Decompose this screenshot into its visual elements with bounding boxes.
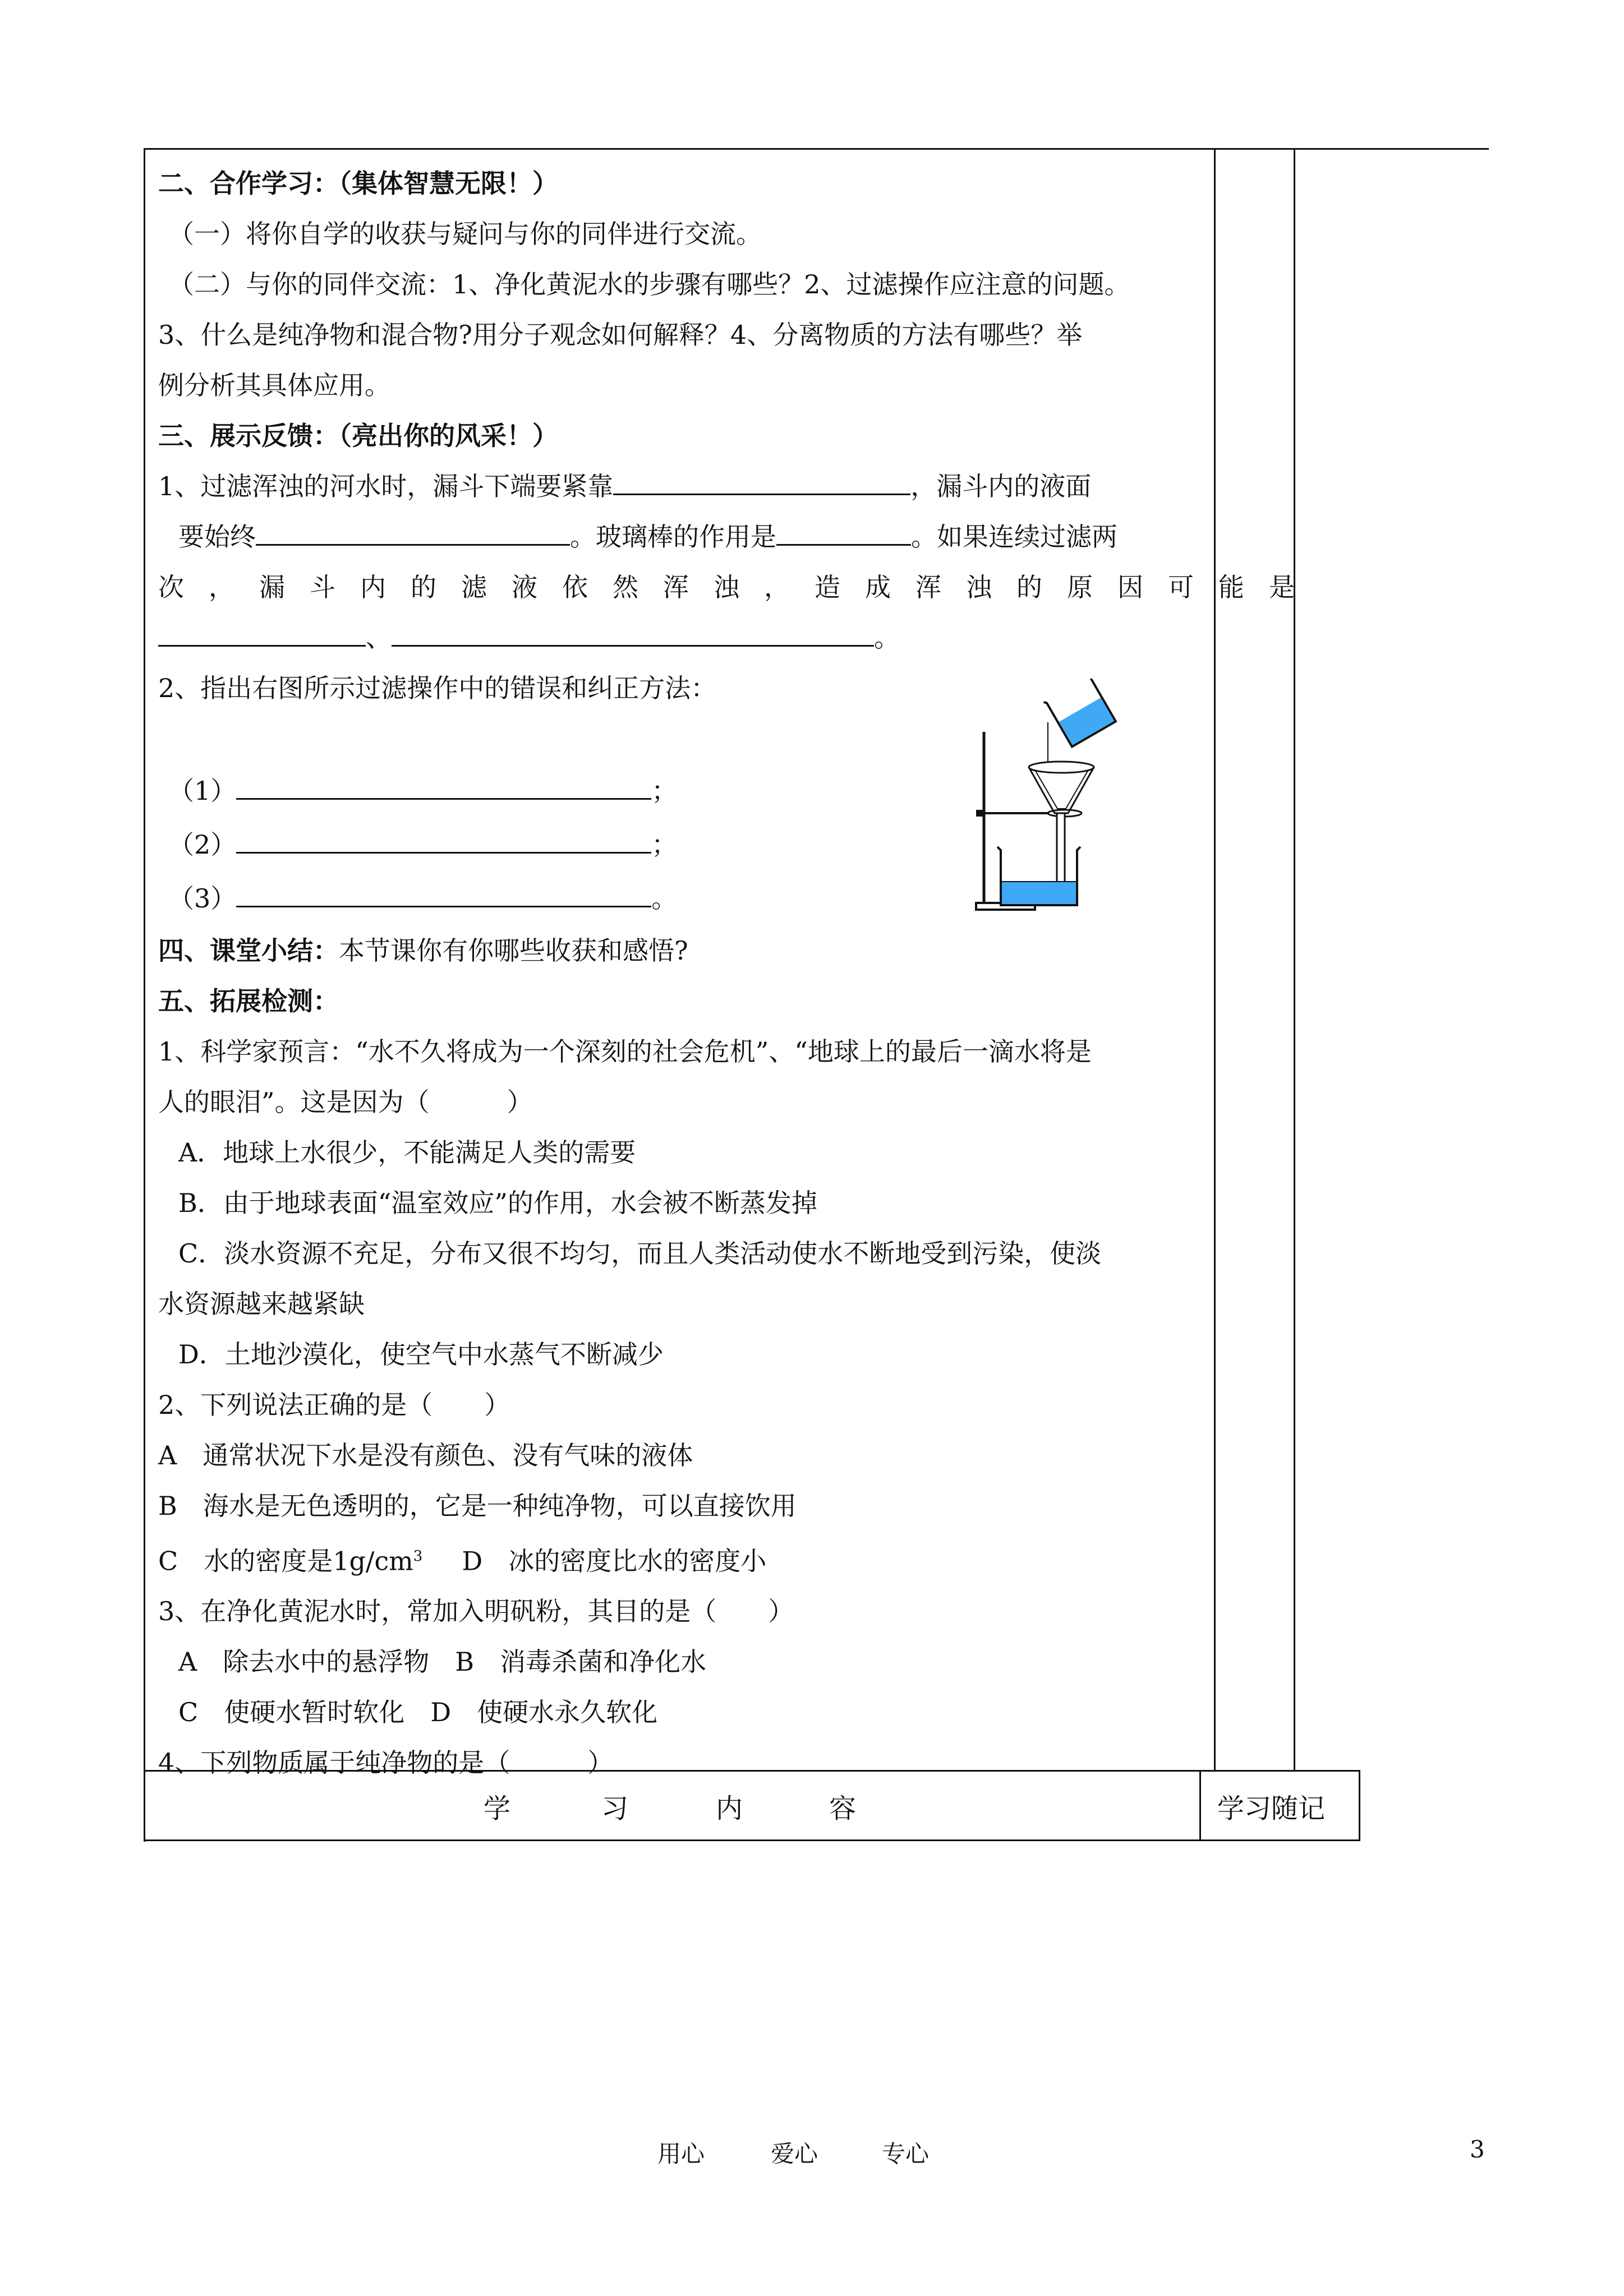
s5-q4: 4、下列物质属于纯净物的是（ ） bbox=[158, 1748, 614, 1778]
answer-blank[interactable] bbox=[236, 820, 651, 854]
footer-label-4: 容 bbox=[829, 1793, 857, 1824]
page-number: 3 bbox=[1470, 2136, 1485, 2163]
q1-text-h: 。 bbox=[874, 623, 900, 653]
q1-text-b: ，漏斗内的液面 bbox=[910, 471, 1092, 501]
answer-blank[interactable] bbox=[236, 874, 651, 907]
pouring-beaker bbox=[1044, 679, 1118, 748]
motto-3: 专心 bbox=[882, 2140, 930, 2168]
s5-q1-option-c2: 水资源越来越紧缺 bbox=[158, 1289, 365, 1319]
section4 bbox=[158, 925, 1190, 976]
motto-1: 用心 bbox=[657, 2140, 705, 2168]
item-label: （1） bbox=[168, 776, 237, 806]
s5-q1-option-a: A．地球上水很少，不能满足人类的需要 bbox=[178, 1137, 636, 1168]
s5-q2-option-b: B 海水是无色透明的，它是一种纯净物，可以直接饮用 bbox=[158, 1491, 797, 1521]
s5-q1-line2: 人的眼泪”。这是因为（ ） bbox=[158, 1087, 533, 1117]
motto-2: 爱心 bbox=[771, 2140, 818, 2168]
beaker-water bbox=[1002, 882, 1076, 904]
s5-q1-option-d: D．土地沙漠化，使空气中水蒸气不断减少 bbox=[178, 1339, 664, 1370]
section2-line4: 例分析其具体应用。 bbox=[158, 370, 390, 400]
section2-heading: 二、合作学习：（集体智慧无限！） bbox=[158, 168, 558, 199]
section2-line2: （二）与你的同伴交流：1、净化黄泥水的步骤有哪些？2、过滤操作应注意的问题。 bbox=[168, 269, 1130, 299]
notes-right-border bbox=[1294, 148, 1295, 1770]
section4-heading: 四、课堂小结： bbox=[158, 935, 339, 966]
answer-blank[interactable] bbox=[776, 513, 911, 546]
s5-q2-option-a: A 通常状况下水是没有颜色、没有气味的液体 bbox=[158, 1440, 693, 1470]
item-label: （2） bbox=[168, 829, 237, 860]
content-right-border bbox=[1214, 148, 1216, 1770]
left-border bbox=[144, 148, 145, 1842]
q1-text-e: 。如果连续过滤两 bbox=[911, 522, 1117, 552]
footer-row-divider bbox=[1199, 1770, 1201, 1841]
footer-row-bottom bbox=[144, 1839, 1360, 1841]
item-label: （3） bbox=[168, 883, 237, 914]
s5-q1-line1: 1、科学家预言：“水不久将成为一个深刻的社会危机”、“地球上的最后一滴水将是 bbox=[158, 1036, 1092, 1067]
superscript-3: 3 bbox=[413, 1548, 423, 1565]
funnel-cone bbox=[1029, 767, 1094, 813]
s5-q2: 2、下列说法正确的是（ ） bbox=[158, 1390, 510, 1420]
section3-q1-line2 bbox=[158, 511, 1190, 562]
s5-q2-option-d: D 冰的密度比水的密度小 bbox=[462, 1546, 767, 1576]
answer-blank[interactable] bbox=[256, 513, 570, 546]
top-rule bbox=[144, 148, 1489, 150]
section2-line1: （一）将你自学的收获与疑问与你的同伴进行交流。 bbox=[168, 219, 762, 249]
q1-text-a: 1、过滤浑浊的河水时，漏斗下端要紧靠 bbox=[158, 471, 614, 501]
s5-q1-option-b: B．由于地球表面“温室效应”的作用，水会被不断蒸发掉 bbox=[178, 1188, 817, 1218]
section5-heading: 五、拓展检测： bbox=[158, 986, 339, 1016]
section3-q1-line1 bbox=[158, 461, 1190, 511]
filtration-apparatus-figure bbox=[965, 679, 1133, 914]
section3-q2: 2、指出右图所示过滤操作中的错误和纠正方法： bbox=[158, 673, 717, 703]
s5-q1-option-c1: C．淡水资源不充足，分布又很不均匀，而且人类活动使水不断地受到污染，使淡 bbox=[178, 1238, 1102, 1269]
answer-blank[interactable] bbox=[613, 462, 910, 495]
section3-q1-line4 bbox=[158, 612, 1190, 663]
section3-q1-line3 bbox=[158, 562, 1319, 612]
s5-q2-option-c: C 水的密度是1g/cm bbox=[158, 1546, 413, 1576]
footer-label-2: 习 bbox=[601, 1793, 629, 1824]
funnel-rim bbox=[1029, 762, 1094, 773]
item-end: ； bbox=[651, 776, 678, 806]
footer-label-1: 学 bbox=[484, 1793, 511, 1824]
s5-q3: 3、在净化黄泥水时，常加入明矾粉，其目的是（ ） bbox=[158, 1596, 794, 1627]
q1-text-f: 次，漏斗内的滤液依然浑浊，造成浑浊的原因可能是 bbox=[158, 572, 1319, 602]
s5-q3-options-cd: C 使硬水暂时软化 D 使硬水永久软化 bbox=[178, 1697, 658, 1728]
q1-text-c: 要始终 bbox=[178, 522, 256, 552]
footer-row-right bbox=[1359, 1770, 1360, 1841]
clamp-knob bbox=[976, 810, 983, 817]
item-end: 。 bbox=[651, 883, 678, 914]
answer-blank[interactable] bbox=[392, 614, 874, 647]
section4-text: 本节课你有你哪些收获和感悟? bbox=[339, 935, 688, 966]
section3-heading: 三、展示反馈：（亮出你的风采！） bbox=[158, 421, 558, 451]
funnel-stem bbox=[1057, 813, 1065, 892]
answer-blank[interactable] bbox=[158, 614, 366, 647]
filter-paper bbox=[1035, 770, 1088, 809]
item-end: ； bbox=[651, 829, 678, 860]
q1-text-g: 、 bbox=[366, 623, 392, 653]
q1-text-d: 。玻璃棒的作用是 bbox=[570, 522, 776, 552]
content-area bbox=[158, 158, 1319, 1788]
answer-blank[interactable] bbox=[236, 767, 651, 800]
s5-q3-options-ab: A 除去水中的悬浮物 B 消毒杀菌和净化水 bbox=[178, 1647, 707, 1677]
footer-label-3: 内 bbox=[716, 1793, 743, 1824]
study-notes-label: 学习随记 bbox=[1217, 1793, 1326, 1824]
section2-line3: 3、什么是纯净物和混合物?用分子观念如何解释？4、分离物质的方法有哪些？举 bbox=[158, 320, 1083, 350]
s5-q2-options-cd bbox=[158, 1531, 1190, 1586]
